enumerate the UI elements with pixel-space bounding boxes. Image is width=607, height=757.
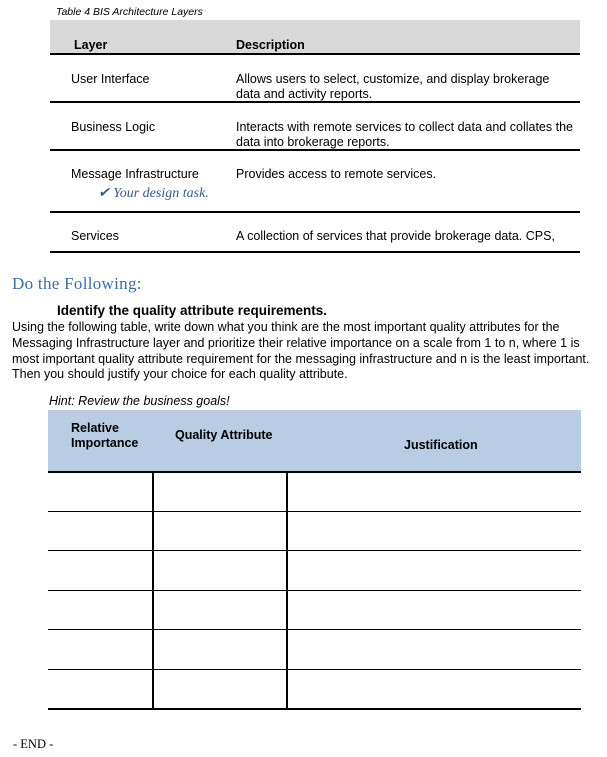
header-layer: Layer <box>74 38 108 52</box>
layer-name: Business Logic <box>71 120 156 134</box>
layer-description: A collection of services that provide brokerage data. CPS, <box>236 229 555 243</box>
design-task-note: ✔ Your design task. <box>98 186 209 201</box>
column-divider <box>286 473 288 709</box>
header-justification: Justification <box>404 438 478 452</box>
column-divider <box>152 473 154 709</box>
section-heading: Do the Following: <box>12 274 142 293</box>
row-divider <box>48 669 581 670</box>
table-row <box>50 213 580 253</box>
row-divider <box>48 590 581 591</box>
instructions-paragraph: Using the following table, write down what you think are the most important quality attributes for the Messaging Infrastructure layer and prioritize their relative importance on a scale from 1 to n, where 1 is most important quality attribute requirement for the messaging infrastructure and n is the least important. Then you should justify your choice for each quality attribute. <box>12 320 590 382</box>
header-description: Description <box>236 38 305 52</box>
row-divider <box>48 550 581 551</box>
row-divider <box>48 511 581 512</box>
table-row <box>50 55 580 103</box>
end-marker: - END - <box>13 737 54 751</box>
section-subheading: Identify the quality attribute requirements. <box>57 303 328 318</box>
layer-name: User Interface <box>71 72 150 86</box>
table-row <box>50 103 580 151</box>
layer-description: Provides access to remote services. <box>236 167 437 181</box>
layer-name: Services <box>71 229 119 243</box>
quality-table-header <box>48 410 581 473</box>
header-relative-importance: Relative Importance <box>71 421 139 450</box>
layers-table-header <box>50 20 580 55</box>
layer-description: Allows users to select, customize, and display brokerage data and activity reports. <box>236 72 550 101</box>
table-caption: Table 4 BIS Architecture Layers <box>56 6 203 18</box>
layer-name: Message Infrastructure <box>71 167 199 181</box>
row-divider <box>48 629 581 630</box>
table-bottom-border <box>48 708 581 710</box>
layer-description: Interacts with remote services to collect data and collates the data into brokerage reports. <box>236 120 573 149</box>
header-quality-attribute: Quality Attribute <box>175 428 273 442</box>
hint-text: Hint: Review the business goals! <box>49 394 230 408</box>
table-row <box>50 151 580 213</box>
